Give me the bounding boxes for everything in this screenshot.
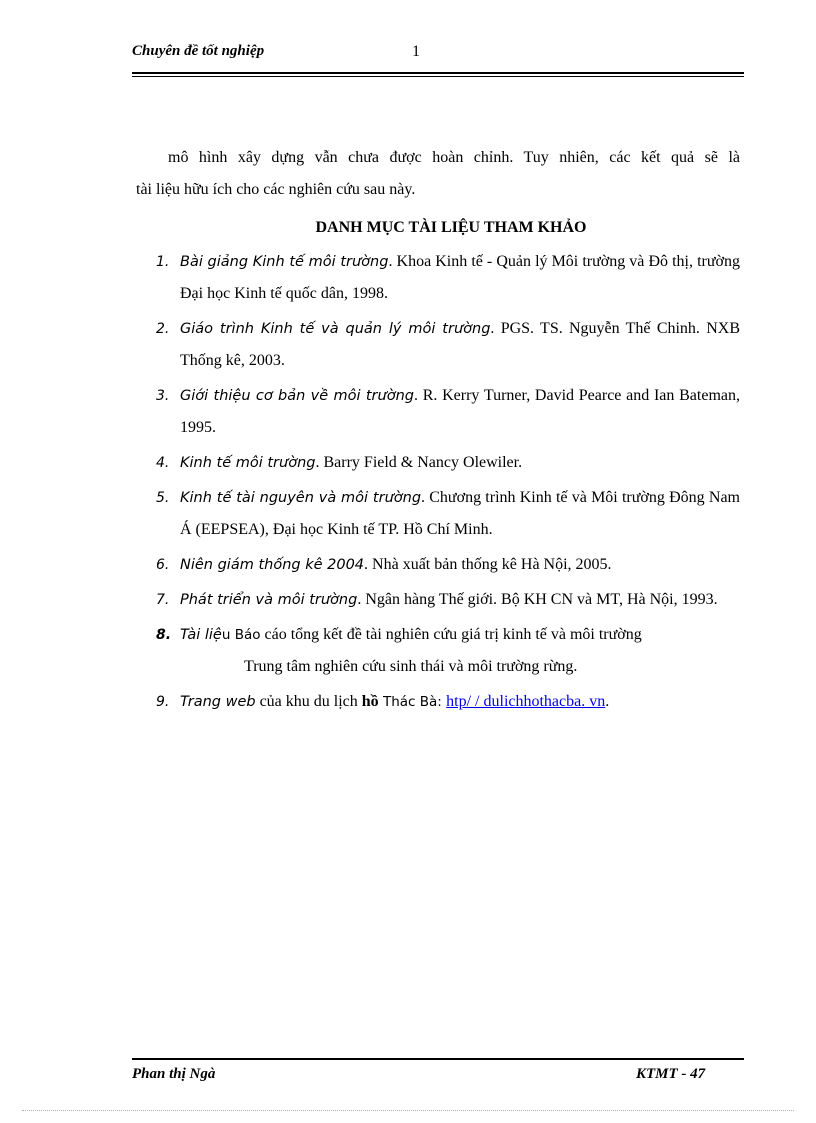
reference-title: Niên giám thống kê 2004 bbox=[180, 557, 365, 573]
reference-item bbox=[156, 686, 740, 718]
reference-item bbox=[156, 619, 740, 683]
reference-details: . Nhà xuất bản thống kê Hà Nội, 2005. bbox=[364, 556, 612, 573]
reference-details: . Barry Field & Nancy Olewiler. bbox=[315, 454, 523, 471]
reference-title: Bài giảng Kinh tế môi trường bbox=[180, 254, 389, 270]
reference-item bbox=[156, 549, 740, 581]
reference-item bbox=[156, 584, 740, 616]
reference-title: Kinh tế tài nguyên và môi trường bbox=[180, 490, 422, 506]
header-title: Chuyên đề tốt nghiệp bbox=[132, 43, 265, 59]
page-bottom-border bbox=[22, 1110, 794, 1111]
reference-number: 2. bbox=[156, 321, 170, 337]
footer-author: Phan thị Ngà bbox=[132, 1066, 216, 1082]
reference-details: . Chương trình Kinh tế và Môi trường Đông Nam Á (EEPSEA), Đại học Kinh tế TP. Hồ Chí Minh. bbox=[180, 489, 741, 538]
reference-details-line-2: Trung tâm nghiên cứu sinh thái và môi trường rừng. bbox=[244, 658, 578, 675]
intro-paragraph bbox=[136, 142, 740, 206]
reference-item bbox=[156, 246, 740, 310]
header-rule-thin bbox=[132, 76, 744, 77]
reference-item bbox=[156, 380, 740, 444]
reference-title: Kinh tế môi trường bbox=[180, 455, 316, 471]
reference-title: Tài liệ bbox=[180, 627, 222, 643]
reference-title: Trang web bbox=[180, 694, 256, 710]
reference-item bbox=[156, 447, 740, 479]
page-number: 1 bbox=[412, 43, 420, 60]
footer-rule bbox=[132, 1058, 744, 1060]
intro-line-1: mô hình xây dựng vẫn chưa được hoàn chỉnh. Tuy nhiên, các kết quả sẽ là bbox=[168, 149, 740, 166]
reference-number: 7. bbox=[156, 592, 170, 608]
reference-list bbox=[156, 246, 741, 718]
reference-details: . Khoa Kinh tế - Quản lý Môi trường và Đô thị, trường Đại học Kinh tế quốc dân, 1998. bbox=[180, 253, 740, 302]
website-link[interactable]: htp/ / dulichhothacba. vn bbox=[446, 693, 606, 710]
intro-line-2: tài liệu hữu ích cho các nghiên cứu sau này. bbox=[136, 181, 416, 198]
reference-fragment: Thác Bà: bbox=[378, 694, 447, 710]
reference-bold-word: hồ bbox=[361, 693, 379, 710]
reference-fragment: u Báo bbox=[221, 627, 261, 643]
reference-title: Phát triển và môi trường bbox=[180, 592, 358, 608]
reference-details: của khu du lịch bbox=[255, 693, 362, 710]
reference-number: 5. bbox=[156, 490, 170, 506]
reference-item bbox=[156, 482, 741, 546]
section-title: DANH MỤC TÀI LIỆU THAM KHẢO bbox=[315, 219, 587, 236]
reference-title: Giới thiệu cơ bản về môi trường bbox=[180, 388, 414, 404]
page-content bbox=[136, 142, 741, 721]
header-rule bbox=[132, 72, 744, 74]
reference-details: . Ngân hàng Thế giới. Bộ KH CN và MT, Hà Nội, 1993. bbox=[357, 591, 718, 608]
reference-title: Giáo trình Kinh tế và quản lý môi trường bbox=[180, 321, 491, 337]
reference-tail: . bbox=[605, 693, 610, 710]
reference-number: 4. bbox=[156, 455, 170, 471]
reference-number: 3. bbox=[156, 388, 170, 404]
reference-details: cáo tổng kết đề tài nghiên cứu giá trị kinh tế và môi trường bbox=[260, 626, 642, 643]
reference-number: 1. bbox=[156, 254, 170, 270]
reference-number: 6. bbox=[156, 557, 170, 573]
reference-item bbox=[156, 313, 740, 377]
reference-details: . PGS. TS. Nguyễn Thế Chinh. NXB Thống kê, 2003. bbox=[180, 320, 740, 369]
reference-number: 9. bbox=[156, 694, 170, 710]
reference-details: . R. Kerry Turner, David Pearce and Ian Bateman, 1995. bbox=[180, 387, 740, 436]
footer-code: KTMT - 47 bbox=[636, 1066, 706, 1082]
reference-number: 8. bbox=[156, 627, 172, 643]
